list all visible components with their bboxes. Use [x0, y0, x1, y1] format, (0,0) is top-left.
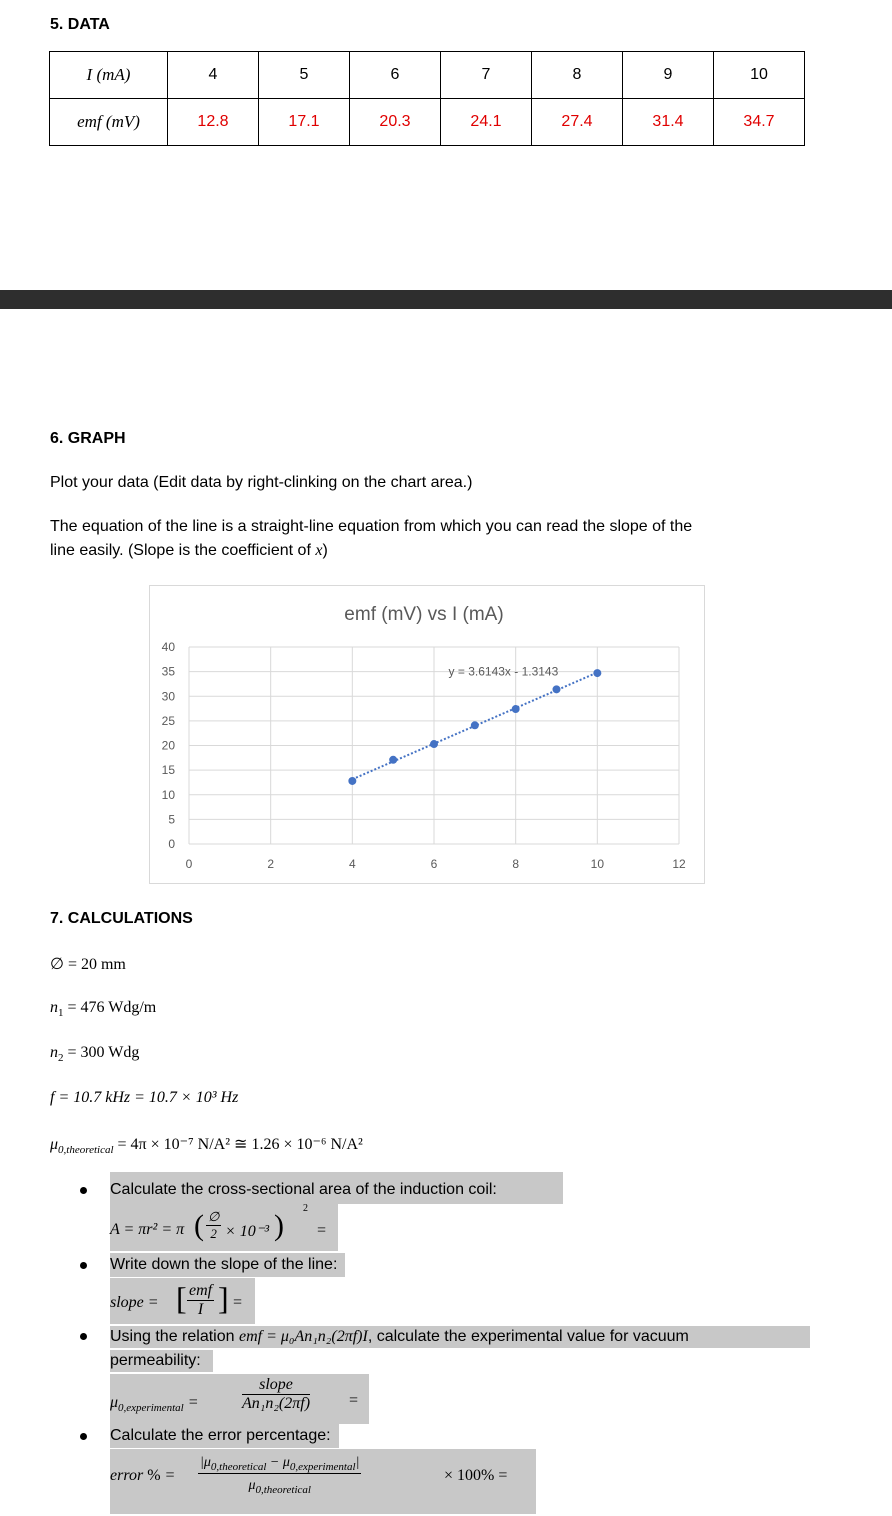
diameter-line: ∅ = 20 mm: [50, 956, 126, 973]
x-tick-label: 4: [348, 857, 356, 871]
bullet-dot: [80, 1333, 87, 1340]
y-tick-label: 20: [161, 738, 175, 753]
graph-instruction: Plot your data (Edit data by right-clinking on the chart area.): [50, 474, 473, 491]
data-point: [553, 685, 561, 693]
chart-title: emf (mV) vs I (mA): [344, 604, 504, 625]
data-point: [348, 777, 356, 785]
table-cell: 4: [168, 52, 259, 99]
table-cell[interactable]: 34.7: [714, 99, 805, 146]
section-6-title: 6. GRAPH: [50, 430, 126, 447]
trendline-equation: y = 3.6143x - 1.3143: [448, 664, 559, 679]
row-label-current: I (mA): [50, 52, 168, 99]
page-break-divider: [0, 290, 892, 309]
x-tick-label: 0: [185, 857, 193, 871]
data-point: [389, 756, 397, 764]
data-table: [49, 51, 805, 146]
bullet-slope[interactable]: Write down the slope of the line:: [110, 1253, 345, 1277]
chart-svg: [150, 586, 704, 883]
table-cell[interactable]: 12.8: [168, 99, 259, 146]
table-cell[interactable]: 20.3: [350, 99, 441, 146]
bullet-permeability[interactable]: Using the relation emf = μ₀An₁n₂(2πf)I, calculate the experimental value for vacuum: [110, 1326, 810, 1348]
n1-line: $n_1 = 476$ Wdg/m: [50, 999, 157, 1020]
frequency-line: f = 10.7 kHz = 10.7 × 10³ Hz: [50, 1089, 239, 1106]
table-cell[interactable]: 17.1: [259, 99, 350, 146]
table-cell: 9: [623, 52, 714, 99]
data-point: [593, 669, 601, 677]
table-cell[interactable]: 31.4: [623, 99, 714, 146]
table-cell[interactable]: 27.4: [532, 99, 623, 146]
x-tick-label: 6: [430, 857, 438, 871]
bullet-dot: [80, 1262, 87, 1269]
table-cell: 6: [350, 52, 441, 99]
section-5-title: 5. DATA: [50, 16, 110, 33]
mu-theoretical-line: $\mu_{0,theoretical} = 4\pi \times 10^{-7}$ N/A² ≅ 1.26 × 10⁻⁶ N/A²: [50, 1136, 363, 1157]
data-point: [512, 705, 520, 713]
table-row-emf: [50, 99, 805, 146]
y-tick-label: 15: [161, 763, 175, 778]
table-cell[interactable]: 24.1: [441, 99, 532, 146]
bullet-permeability-cont[interactable]: permeability:: [110, 1350, 213, 1372]
x-tick-label: 2: [267, 857, 275, 871]
error-formula-field[interactable]: error % = $|\mu_{0,theoretical} - \mu_{0,experimental}|$ $\mu_{0,theoretical}$ × 100% =: [110, 1449, 536, 1514]
y-tick-label: 30: [161, 689, 175, 704]
area-formula-field[interactable]: A = πr² = π ( ∅ 2 × 10⁻³ ) 2 =: [110, 1203, 338, 1251]
y-tick-label: 25: [161, 713, 175, 728]
y-tick-label: 0: [168, 837, 175, 851]
y-tick-label: 35: [161, 664, 175, 679]
y-tick-label: 40: [161, 640, 175, 654]
bullet-error[interactable]: Calculate the error percentage:: [110, 1424, 339, 1448]
bullet-calc-area[interactable]: Calculate the cross-sectional area of the induction coil:: [110, 1172, 563, 1204]
graph-description-line1: The equation of the line is a straight-line equation from which you can read the slope of the: [50, 518, 693, 535]
x-tick-label: 8: [512, 857, 520, 871]
bullet-dot: [80, 1187, 87, 1194]
y-tick-label: 5: [168, 812, 175, 827]
x-tick-label: 10: [590, 857, 605, 871]
x-tick-label: 12: [672, 857, 686, 871]
slope-formula-field[interactable]: slope = [ emf I ] =: [110, 1278, 255, 1324]
data-point: [471, 721, 479, 729]
row-label-emf: emf (mV): [50, 99, 168, 146]
n2-line: $n_2 = 300$ Wdg: [50, 1044, 140, 1065]
table-cell: 10: [714, 52, 805, 99]
y-tick-label: 10: [161, 787, 175, 802]
chart-area[interactable]: [149, 585, 705, 884]
bullet-dot: [80, 1433, 87, 1440]
graph-description-line2: line easily. (Slope is the coefficient of x): [50, 542, 328, 559]
section-7-title: 7. CALCULATIONS: [50, 910, 193, 927]
data-point: [430, 740, 438, 748]
table-cell: 5: [259, 52, 350, 99]
table-row-current: [50, 52, 805, 99]
mu-experimental-field[interactable]: $\mu_{0,experimental}$ = slope An₁n₂(2πf) =: [110, 1374, 369, 1424]
table-cell: 8: [532, 52, 623, 99]
table-cell: 7: [441, 52, 532, 99]
